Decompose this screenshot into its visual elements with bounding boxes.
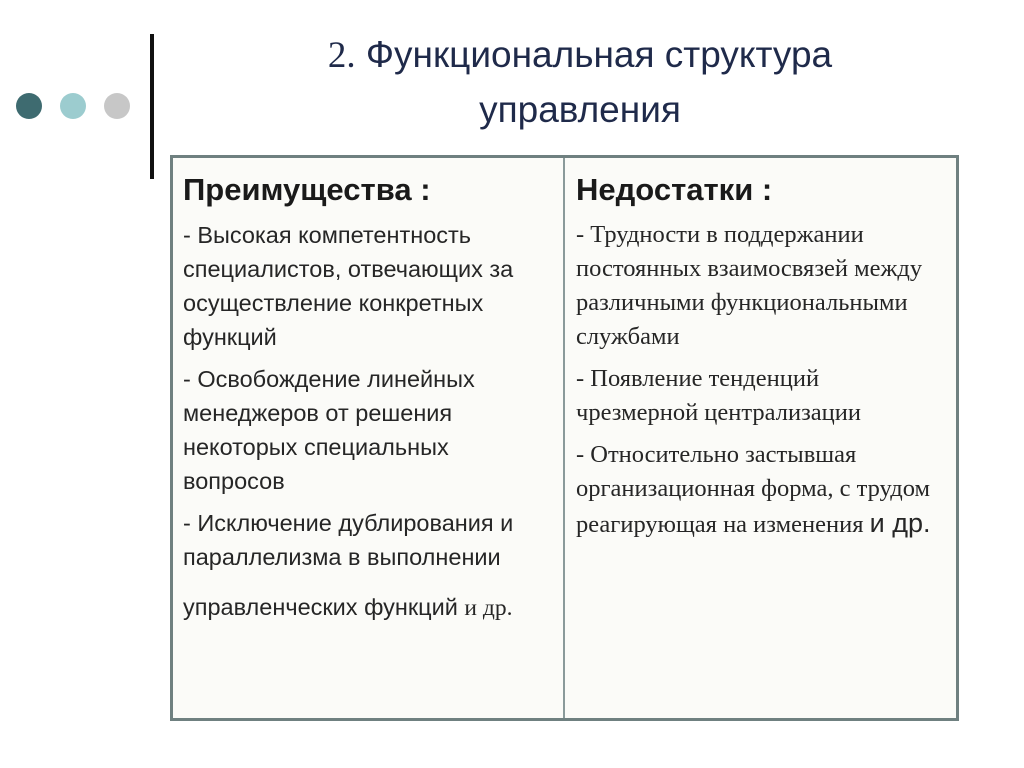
disadvantage-item-2: - Появление тенденций чрезмерной централизации [576,365,861,426]
title-text-1: Функциональная структура [365,34,833,75]
comparison-table [170,155,959,721]
disadvantages-tail: и др. [869,508,931,538]
advantage-item-4-text: управленческих функций [183,594,458,620]
disadvantage-item-3-text: - Относительно застывшая организационная форма, с трудом реагирующая на изменения [576,441,931,538]
advantages-header: Преимущества : [183,172,431,207]
title-number: 2. [327,35,356,76]
disadvantage-item-3 [576,438,946,542]
slide-title [240,28,920,137]
decorative-dots [16,93,130,119]
advantage-item-4 [183,590,553,625]
advantage-item-2: - Освобождение линейных менеджеров от решения некоторых специальных вопросов [183,366,475,494]
advantage-item-3: - Исключение дублирования и параллелизма в выполнении [183,510,514,570]
title-line-2: управления [479,89,681,130]
dot-light-icon [60,93,86,119]
disadvantage-item-1: - Трудности в поддержании постоянных взаимосвязей между различными функциональными службами [576,221,923,350]
title-line-1 [240,28,920,83]
disadvantages-header: Недостатки : [576,172,773,207]
dot-dark-icon [16,93,42,119]
dot-gray-icon [104,93,130,119]
vertical-divider [150,34,154,179]
advantage-item-1: - Высокая компетентность специалистов, отвечающих за осуществление конкретных функций [183,222,514,350]
advantages-tail: и др. [464,595,513,621]
advantages-column [173,158,565,718]
disadvantages-column [565,158,956,718]
